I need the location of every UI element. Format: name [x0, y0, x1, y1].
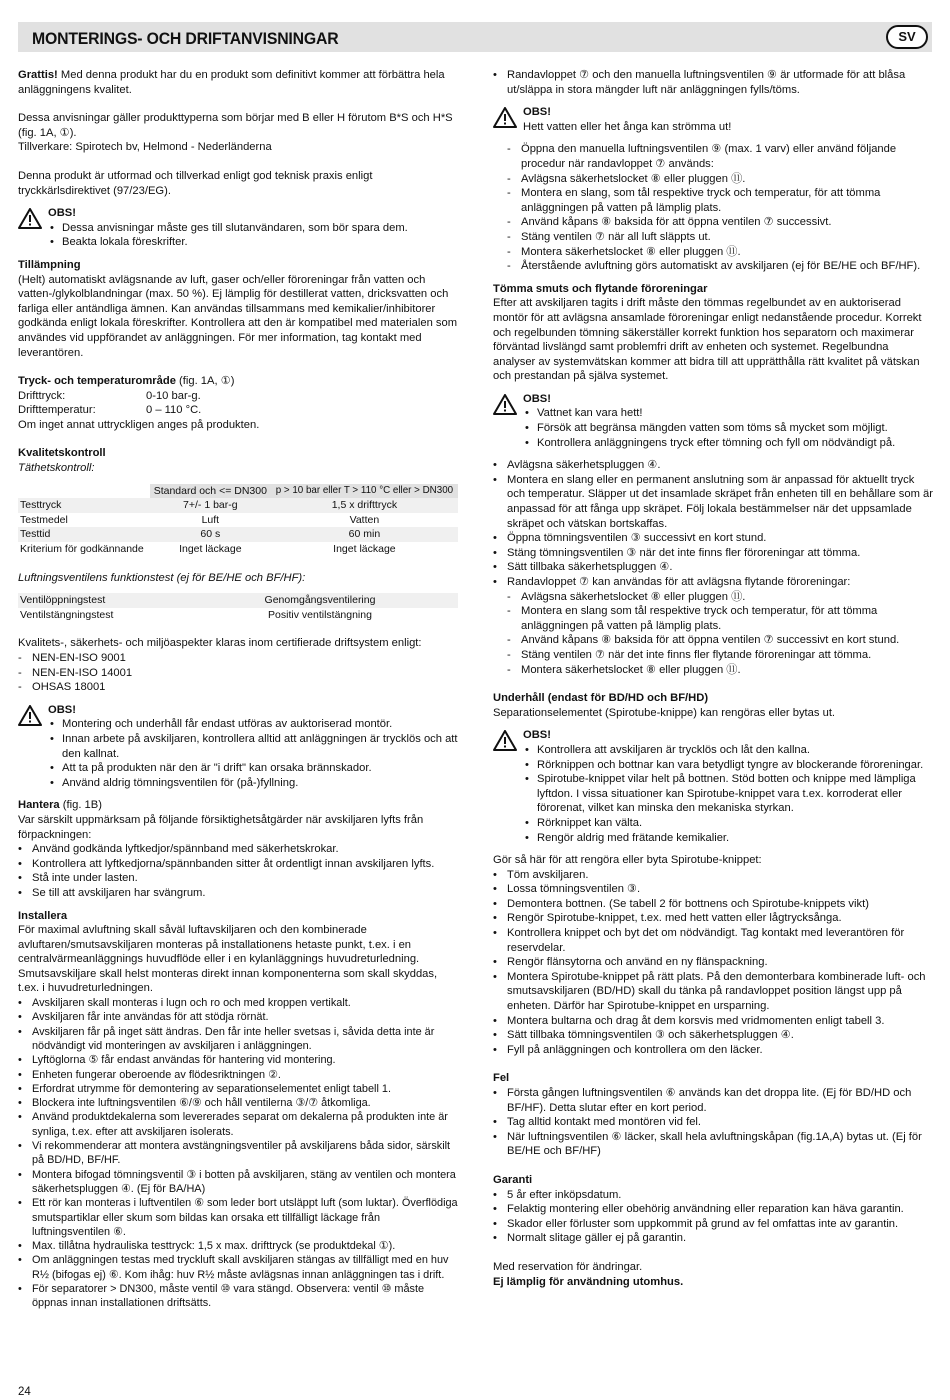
- warning-title: OBS!: [523, 106, 551, 119]
- warning-triangle-icon: [493, 105, 523, 134]
- section-heading: Kvalitetskontroll: [18, 447, 106, 460]
- list-item: • Fyll på anläggningen och kontrollera om den läcker.: [493, 1043, 933, 1058]
- quality-paragraph: Kvalitets-, säkerhets- och miljöaspekter klaras inom certifierade driftsystem enligt:: [18, 637, 422, 650]
- section-subheading: Luftningsventilens funktionstest (ej för BE/HE och BF/HF):: [18, 571, 306, 584]
- list-item: - NEN-EN-ISO 9001: [18, 651, 458, 666]
- application-paragraph: (Helt) automatiskt avlägsnande av luft, gaser och/eller föroreningar från vatten och vatten-/glykolblandningar (max. 50 %). Ej lämplig för destillerat vatten, dricksvatten och farliga eller antändliga ämnen. Kan användas tillsammans med kemikalier/inhibitorer godkända enligt lokala föreskrifter. Kontrollera att den är kompatibel med materialen som användes vid uppförandet av anläggningen. För mer information, tag kontakt med leverantören.: [18, 273, 458, 359]
- tightness-test-table: [18, 484, 458, 557]
- list-item: • Montera en slang eller en permanent anslutning som är anpassad för aktuellt tryck och temperatur. Släpper ut det insamlade skräpet från enheten till en behållare som är anpassad för att fånga upp skräpet. Följ lokala bestämmelser när det uppsamlade skräpet och vätskan bortskaffas.: [493, 473, 933, 531]
- section-heading: Tillämpning: [18, 258, 81, 271]
- list-item: • Montera bultarna och drag åt dem korsvis med vridmomenten enligt tabell 3.: [493, 1014, 933, 1029]
- warning-title: OBS!: [523, 392, 551, 405]
- list-item: • Normalt slitage gäller ej på garantin.: [493, 1231, 933, 1246]
- list-item: • Skador eller förluster som uppkommit på grund av fel omfattas inte av garantin.: [493, 1217, 933, 1232]
- list-item: • Max. tillåtna hydrauliska testtryck: 1,5 x max. drifttryck (se produktdekal ①).: [18, 1239, 458, 1253]
- product-types-paragraph: Dessa anvisningar gäller produkttyperna som börjar med B eller H förutom B*S och H*S (fig. 1A, ①).: [18, 112, 453, 139]
- list-item: • Använd produktdekalerna som levererades separat om dekalerna på produkten inte är synliga, t.ex. efter att avskiljaren isolerats.: [18, 1110, 458, 1139]
- function-test-table: [18, 593, 458, 622]
- warning-triangle-icon: [18, 703, 48, 791]
- list-item: • Rengör Spirotube-knippet, t.ex. med hett vatten eller lågtrycksånga.: [493, 911, 933, 926]
- list-item: • Tag alltid kontakt med montören vid fel.: [493, 1115, 933, 1130]
- list-item: • Kontrollera anläggningens tryck efter tömning och fyll om nödvändigt på.: [523, 436, 933, 451]
- spec-row: Drifttryck: 0-10 bar-g.: [18, 389, 201, 402]
- list-item: • Montera bifogad tömningsventil ③ i botten på avskiljaren, stäng av ventilen och montera säkerhetspluggen ④. (Ej för BA/HA): [18, 1168, 458, 1197]
- list-item: • Montering och underhåll får endast utföras av auktoriserad montör.: [48, 717, 458, 732]
- list-item: • Att ta på produkten när den är "i drift" kan orsaka brännskador.: [48, 761, 458, 776]
- table-row: Testmedel Luft Vatten: [20, 513, 380, 526]
- list-item: • Rengör aldrig med frätande kemikalier.: [523, 831, 933, 846]
- list-item: • Stå inte under lasten.: [18, 871, 458, 886]
- list-item: • För separatorer > DN300, måste ventil ⑩ vara stängd. Observera: ventil ⑩ måste öppnas innan installationen driftsätts.: [18, 1282, 458, 1311]
- list-item: • Om anläggningen testas med tryckluft skall avskiljaren stängas av tillfälligt med en huv R½ (bifogas ej) ⑥. Kom ihåg: huv R½ måste avlägsnas innan anläggningen tas i drift.: [18, 1253, 458, 1282]
- clean-intro: Gör så här för att rengöra eller byta Spirotube-knippet:: [493, 854, 762, 867]
- table-header: Standard och <= DN300: [150, 484, 271, 499]
- list-item: • Sätt tillbaka säkerhetspluggen ④.: [493, 560, 933, 575]
- right-column: [493, 68, 933, 1289]
- list-item: • Innan arbete på avskiljaren, kontrollera alltid att anläggningen är trycklös och att den kallnat.: [48, 732, 458, 761]
- section-heading: Fel: [493, 1072, 510, 1085]
- section-heading: Garanti: [493, 1173, 533, 1186]
- list-item: • Rengör flänsytorna och använd en ny flänspackning.: [493, 955, 933, 970]
- table-header: p > 10 bar eller T > 110 °C eller > DN300: [271, 484, 458, 499]
- list-item: - Avlägsna säkerhetslocket ⑧ eller pluggen ⑪.: [507, 172, 933, 187]
- warning-title: OBS!: [523, 729, 551, 742]
- page-header: [18, 22, 932, 52]
- list-item: - Stäng ventilen ⑦ när all luft släppts ut.: [507, 230, 933, 245]
- list-item: • Enheten fungerar oberoende av flödesriktningen ②.: [18, 1068, 458, 1082]
- list-item: • Rörknippen och bottnar kan vara betydligt tyngre av blockerande föroreningar.: [523, 758, 933, 773]
- list-item: • Erfordrat utrymme för demontering av separationselementet enligt tabell 1.: [18, 1082, 458, 1096]
- list-item: - Använd kåpans ⑧ baksida för att öppna ventilen ⑦ successivt en kort stund.: [507, 633, 933, 648]
- list-item: • Lossa tömningsventilen ③.: [493, 882, 933, 897]
- language-badge: SV: [886, 25, 928, 49]
- table-row: Testtryck 7+/- 1 bar-g 1,5 x drifttryck: [18, 498, 458, 513]
- warning-title: OBS!: [48, 207, 76, 220]
- list-item: • Demontera bottnen. (Se tabell 2 för bottnens och Spirotube-knippets vikt): [493, 897, 933, 912]
- list-item: • Använd aldrig tömningsventilen för (på-)fyllning.: [48, 776, 458, 791]
- warning-title: OBS!: [48, 703, 76, 716]
- list-item: • Montera Spirotube-knippet på rätt plats. På den demonterbara kombinerade luft- och smutsavskiljaren (BD/HD) skall du tänka på randavloppet position längst upp på enheten. Därför har Spirotube-knippet en ursparning.: [493, 970, 933, 1014]
- list-item: - NEN-EN-ISO 14001: [18, 666, 458, 681]
- list-item: - OHSAS 18001: [18, 680, 458, 695]
- handle-paragraph: Var särskilt uppmärksam på följande försiktighetsåtgärder när avskiljaren lyfts från förpackningen:: [18, 813, 424, 841]
- list-item: • Blockera inte luftningsventilen ⑥/⑨ och håll ventilerna ③/⑦ åtkomliga.: [18, 1096, 458, 1110]
- page-number: 24: [18, 1386, 31, 1398]
- table-row: Testtid 60 s 60 min: [18, 527, 458, 542]
- spec-note: Om inget annat uttryckligen anges på produkten.: [18, 418, 260, 431]
- list-item: • När luftningsventilen ⑥ läcker, skall hela avluftningskåpan (fig.1A,A) bytas ut. (Ej för BE/HE och BF/HF): [493, 1130, 933, 1159]
- list-item: • Lyftöglorna ⑤ får endast användas för hantering vid montering.: [18, 1053, 458, 1067]
- section-heading: Tömma smuts och flytande föroreningar: [493, 282, 708, 295]
- list-item: • Kontrollera knippet och byt det om nödvändigt. Tag kontakt med leverantören för reservdelar.: [493, 926, 933, 955]
- list-item: - Öppna den manuella luftningsventilen ⑨ (max. 1 varv) eller använd följande procedur när randavloppet ⑦ används:: [507, 142, 933, 171]
- list-item: • Rörknippet kan välta.: [523, 816, 933, 831]
- maintenance-paragraph: Separationselementet (Spirotube-knippe) kan rengöras eller bytas ut.: [493, 706, 836, 719]
- section-heading: Installera: [18, 909, 68, 922]
- list-item: • Dessa anvisningar måste ges till slutanvändaren, som bör spara dem.: [48, 221, 458, 236]
- reservation-note: Med reservation för ändringar.: [493, 1260, 643, 1273]
- list-item: - Stäng ventilen ⑦ när det inte finns fler flytande föroreningar att tömma.: [507, 648, 933, 663]
- list-item: • Spirotube-knippet vilar helt på bottnen. Stöd botten och knippe med lämpliga lyftdon. I vissa situationer kan Spirotube-knippet vara t.ex. korroderat eller förorenat, vilket kan minska den mekaniska styrkan.: [523, 772, 933, 816]
- list-item: - Montera en slang, som tål respektive tryck och temperatur, för att tömma anläggningen på vatten på lämplig plats.: [507, 186, 933, 215]
- page-title: MONTERINGS- OCH DRIFTANVISNINGAR: [32, 29, 339, 48]
- table-row: Ventilstängningstest Positiv ventilstängning: [20, 608, 372, 621]
- list-item: • Randavloppet ⑦ kan användas för att avlägsna flytande föroreningar: - Avlägsna säkerhetslocket ⑧ eller pluggen ⑪. - Montera en slang som tål respektive tryck och temperatur, för att tömma anläggningen på vatten på lämplig plats. - Använd kåpans ⑧ baksida för att öppna ventilen ⑦ successivt en kort stund. - Stäng ventilen ⑦ när det inte finns fler flytande föroreningar att tömma. - Montera säkerhetslocket ⑧ eller pluggen ⑪.: [493, 575, 933, 677]
- list-item: • Kontrollera att avskiljaren är trycklös och låt den kallna.: [523, 743, 933, 758]
- outdoor-note: Ej lämplig för användning utomhus.: [493, 1275, 684, 1288]
- list-item: • Avskiljaren får inte användas för att stödja rörnät.: [18, 1010, 458, 1024]
- warning-box: [493, 392, 933, 450]
- table-row: Kriterium för godkännande Inget läckage Inget läckage: [20, 543, 396, 556]
- manufacturer-paragraph: Tillverkare: Spirotech bv, Helmond - Nederländerna: [18, 141, 272, 154]
- list-item: • Randavloppet ⑦ och den manuella luftningsventilen ⑨ är utformade för att blåsa ut/släppa in stora mängder luft när anläggningen fylls/töms.: [493, 68, 933, 97]
- warning-triangle-icon: [493, 392, 523, 450]
- list-item: • Avskiljaren skall monteras i lugn och ro och med kroppen vertikalt.: [18, 996, 458, 1010]
- list-item: • Ett rör kan monteras i luftventilen ⑥ som leder bort utsläppt luft (som luktar). Överflödiga smutspartiklar eller skum som bildas kan orsaka ett tillfälligt läckage från luftningsventilen ⑥.: [18, 1196, 458, 1239]
- list-item: - Använd kåpans ⑧ baksida för att öppna ventilen ⑦ successivt.: [507, 215, 933, 230]
- spec-row: Drifttemperatur: 0 – 110 °C.: [18, 404, 202, 417]
- section-heading: Hantera (fig. 1B): [18, 799, 102, 812]
- section-subheading: Täthetskontroll:: [18, 462, 95, 475]
- directive-paragraph: Denna produkt är utformad och tillverkad enligt god teknisk praxis enligt tryckkärlsdirektivet (97/23/EG).: [18, 169, 373, 197]
- left-column: [18, 68, 458, 1311]
- list-item: • Försök att begränsa mängden vatten som töms så mycket som möjligt.: [523, 421, 933, 436]
- warning-box: [18, 703, 458, 791]
- list-item: • Töm avskiljaren.: [493, 868, 933, 883]
- list-item: • Kontrollera att lyftkedjorna/spännbanden sitter åt ordentligt innan avskiljaren lyfts.: [18, 857, 458, 872]
- list-item: • Avlägsna säkerhetspluggen ④.: [493, 458, 933, 473]
- list-item: - Montera säkerhetslocket ⑧ eller pluggen ⑪.: [507, 663, 933, 678]
- list-item: • Vi rekommenderar att montera avstängningsventiler på avskiljarens båda sidor, särskilt på BD/HD, BF/HF.: [18, 1139, 458, 1168]
- list-item: • Använd godkända lyftkedjor/spännband med säkerhetskrokar.: [18, 842, 458, 857]
- warning-triangle-icon: [493, 728, 523, 845]
- list-item: • Felaktig montering eller obehörig användning eller reparation kan häva garantin.: [493, 1202, 933, 1217]
- section-heading: Underhåll (endast för BD/HD och BF/HD): [493, 692, 709, 705]
- list-item: - Montera säkerhetslocket ⑧ eller pluggen ⑪.: [507, 245, 933, 260]
- list-item: • Öppna tömningsventilen ③ successivt en kort stund.: [493, 531, 933, 546]
- list-item: • Avskiljaren får på inget sätt ändras. Den får inte heller svetsas i, såvida detta inte är nödvändigt vid monteringen av avskiljaren i anläggningen.: [18, 1025, 458, 1054]
- warning-triangle-icon: [18, 206, 48, 250]
- list-item: - Montera en slang som tål respektive tryck och temperatur, för att tömma anläggningen på vatten på lämplig plats.: [507, 604, 933, 633]
- table-row: Ventilöppningstest Genomgångsventilering: [18, 593, 458, 608]
- list-item: - Återstående avluftning görs automatiskt av avskiljaren (ej för BE/HE och BF/HF).: [507, 259, 933, 274]
- warning-box: [493, 728, 933, 845]
- list-item: • Beakta lokala föreskrifter.: [48, 235, 458, 250]
- list-item: • Första gången luftningsventilen ⑥ används kan det droppa lite. (Ej för BD/HD och BF/HF). Detta slutar efter en kort period.: [493, 1086, 933, 1115]
- section-heading: Tryck- och temperaturområde (fig. 1A, ①): [18, 375, 235, 388]
- install-paragraph: För maximal avluftning skall såväl luftavskiljaren och den kombinerade avluftaren/smutsavskiljaren monteras på installationens hetaste punkt, t.ex. i en centralvärmeanläggnings huvudflöde eller i en kylanläggnings huvudreturledning. Smutsavskiljare skall helst monteras direkt innan komponenterna som skall skyddas, t.ex. i huvudreturledningen.: [18, 924, 438, 995]
- drain-paragraph: Efter att avskiljaren tagits i drift måste den tömmas regelbundet av en auktoriserad montör för att avlägsna ansamlade föroreningar enligt nedanstående procedur. Korrekt och regelbunden tömning säkerställer korrekt funktion hos separatorn och maximerar förväntad livslängd samt problemfri drift av enheten och systemet. Regelbundna analyser av systemvätskan kommer att bidra till att upprätthålla rätt kvalitet på vätskan och prestandan på själva systemet.: [493, 297, 922, 383]
- list-item: - Avlägsna säkerhetslocket ⑧ eller pluggen ⑪.: [507, 590, 933, 605]
- intro-paragraph: Grattis! Med denna produkt har du en produkt som definitivt kommer att förbättra hela anläggningens kvalitet.: [18, 69, 445, 96]
- warning-box: [493, 105, 933, 134]
- list-item: • 5 år efter inköpsdatum.: [493, 1188, 933, 1203]
- warning-text: Hett vatten eller het ånga kan strömma ut!: [523, 120, 732, 133]
- list-item: • Se till att avskiljaren har svängrum.: [18, 886, 458, 901]
- list-item: • Vattnet kan vara hett!: [523, 406, 933, 421]
- warning-box: [18, 206, 458, 250]
- list-item: • Stäng tömningsventilen ③ när det inte finns fler föroreningar att tömma.: [493, 546, 933, 561]
- list-item: • Sätt tillbaka tömningsventilen ③ och säkerhetspluggen ④.: [493, 1028, 933, 1043]
